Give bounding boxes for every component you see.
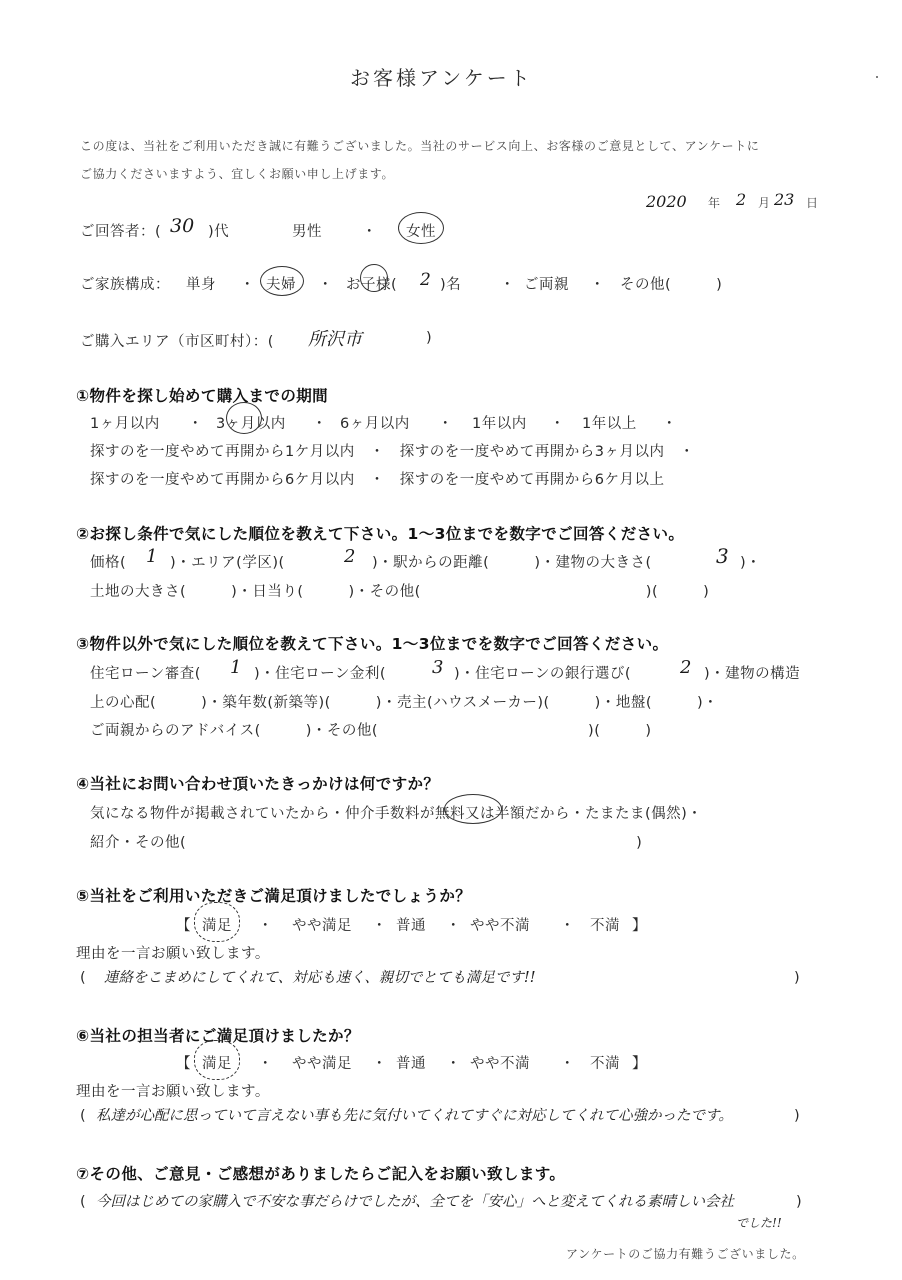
q5-dot-4: ・ (560, 918, 575, 934)
date-day-unit: 日 (806, 196, 819, 210)
q5-heading: ⑤当社をご利用いただきご満足頂けましたでしょうか？ (76, 887, 472, 905)
q5-opt-satisfied: 満足 (202, 918, 232, 934)
respondent-age: 30 (170, 215, 195, 237)
family-dot-4: ・ (590, 277, 605, 293)
q1-dot-1: ・ (188, 416, 203, 432)
q5-bracket-close: 】 (632, 918, 647, 934)
q6-dot-4: ・ (560, 1056, 575, 1072)
q2-row2: 土地の大きさ( )・日当り( )・その他( )( ) (90, 584, 710, 600)
q1-dot-3: ・ (438, 416, 453, 432)
q5-opt-somewhat-dissatisfied: やや不満 (470, 918, 530, 934)
q1-dot-2: ・ (312, 416, 327, 432)
q1-selected-circle (226, 402, 262, 434)
q6-opt-somewhat-satisfied: やや満足 (292, 1056, 352, 1072)
date-year: 2020 (646, 192, 687, 211)
couple-selected-circle (260, 266, 304, 296)
q1-opt-1y: 1年以内 (472, 416, 527, 432)
q5-dot-2: ・ (372, 918, 387, 934)
q6-selected-circle (194, 1040, 240, 1080)
q3-row1-end: )・建物の構造 (704, 666, 801, 682)
scan-speck (876, 76, 878, 78)
respondent-male: 男性 (292, 224, 322, 240)
q6-opt-somewhat-dissatisfied: やや不満 (470, 1056, 530, 1072)
q1-row2: 探すのを一度やめて再開から1ケ月以内 ・ 探すのを一度やめて再開から3ヶ月以内 ・ (90, 444, 695, 460)
date-month: 2 (736, 190, 747, 209)
intro-line-2: ご協力くださいますよう、宜しくお願い申し上げます。 (80, 167, 395, 181)
q2-area-rank: 2 (344, 546, 356, 567)
page-title: お客様アンケート (350, 66, 533, 90)
family-parents: ご両親 (524, 277, 569, 293)
q2-area-label: )・エリア(学区)( (170, 555, 285, 571)
family-dot-2: ・ (318, 277, 333, 293)
q2-price: 価格( (90, 555, 127, 571)
q6-reason-label: 理由を一言お願い致します。 (76, 1084, 270, 1100)
date-month-unit: 月 (758, 196, 771, 210)
q2-heading: ②お探し条件で気にした順位を教えて下さい。1～3位までを数字でご回答ください。 (76, 525, 685, 543)
q1-heading: ①物件を探し始めて購入までの期間 (76, 387, 329, 405)
q5-reason: 連絡をこまめにしてくれて、対応も速く、親切でとても満足です!! (104, 970, 536, 986)
q5-reason-close: ) (794, 970, 801, 986)
q2-building-rank: 3 (716, 544, 729, 568)
q7-open: ( (80, 1194, 87, 1210)
q5-selected-circle (194, 902, 240, 942)
q6-opt-dissatisfied: 不満 (590, 1056, 620, 1072)
q5-reason-open: ( (80, 970, 87, 986)
q6-dot-2: ・ (372, 1056, 387, 1072)
date-day: 23 (774, 190, 795, 209)
q5-opt-somewhat-satisfied: やや満足 (292, 918, 352, 934)
respondent-dot: ・ (362, 224, 377, 240)
family-children-suffix: )名 (440, 277, 462, 293)
q4-row1: 気になる物件が掲載されていたから・仲介手数料が無料又は半額だから・たまたま(偶然)・ (90, 806, 703, 822)
q3-loan-review: 住宅ローン審査( (90, 666, 201, 682)
respondent-female: 女性 (406, 224, 436, 240)
q1-opt-over-1y: 1年以上 (582, 416, 637, 432)
q5-opt-neutral: 普通 (396, 918, 426, 934)
family-dot-1: ・ (240, 277, 255, 293)
q3-loan-rate: )・住宅ローン金利( (254, 666, 387, 682)
q6-bracket-open: 【 (176, 1056, 191, 1072)
q5-bracket-open: 【 (176, 918, 191, 934)
q6-reason-close: ) (794, 1108, 801, 1124)
family-couple: 夫婦 (266, 277, 296, 293)
area-label: ご購入エリア（市区町村）：( (80, 334, 274, 350)
q1-dot-5: ・ (662, 416, 677, 432)
q2-row1-rest: )・駅からの距離( )・建物の大きさ( (372, 555, 652, 571)
respondent-age-suffix: )代 (208, 224, 230, 240)
intro-line-1: この度は、当社をご利用いただき誠に有難うございました。当社のサービス向上、お客様のご意見として、アンケートに (80, 139, 760, 153)
q3-loan-review-rank: 1 (230, 657, 242, 678)
family-dot-3: ・ (500, 277, 515, 293)
q3-bank-choice-rank: 2 (680, 657, 692, 678)
family-other: その他( ) (620, 277, 723, 293)
q6-bracket-close: 】 (632, 1056, 647, 1072)
q6-reason: 私達が心配に思っていて言えない事も先に気付いてくれてすぐに対応してくれて心強かったです。 (96, 1108, 733, 1124)
family-single: 単身 (186, 277, 216, 293)
footer-thanks: アンケートのご協力有難うございました。 (566, 1247, 805, 1261)
respondent-label: ご回答者：( (80, 224, 162, 240)
q7-close: ) (796, 1194, 803, 1210)
q5-dot-3: ・ (446, 918, 461, 934)
q3-row2: 上の心配( )・築年数(新築等)( )・売主(ハウスメーカー)( )・地盤( )・ (90, 695, 719, 711)
q6-opt-satisfied: 満足 (202, 1056, 232, 1072)
q6-dot-1: ・ (258, 1056, 273, 1072)
q1-dot-4: ・ (550, 416, 565, 432)
q3-loan-rate-rank: 3 (432, 657, 444, 678)
q5-reason-label: 理由を一言お願い致します。 (76, 946, 270, 962)
date-year-unit: 年 (708, 196, 721, 210)
q5-dot-1: ・ (258, 918, 273, 934)
q3-bank-choice: )・住宅ローンの銀行選び( (454, 666, 632, 682)
children-selected-circle (360, 264, 388, 292)
q1-opt-6m: 6ヶ月以内 (340, 416, 410, 432)
area-close: ) (426, 330, 433, 346)
q6-heading: ⑥当社の担当者にご満足頂けましたか？ (76, 1027, 360, 1045)
family-children-count: 2 (420, 270, 431, 290)
q1-opt-3m: 3ヶ月以内 (216, 416, 286, 432)
female-selected-circle (398, 212, 444, 244)
q1-opt-1m: 1ヶ月以内 (90, 416, 160, 432)
q7-comment: 今回はじめての家購入で不安な事だらけでしたが、全てを「安心」へと変えてくれる素晴しい会社 (96, 1194, 734, 1210)
q5-opt-dissatisfied: 不満 (590, 918, 620, 934)
q6-opt-neutral: 普通 (396, 1056, 426, 1072)
q4-heading: ④当社にお問い合わせ頂いたきっかけは何ですか？ (76, 775, 440, 793)
q6-reason-open: ( (80, 1108, 87, 1124)
q3-row3: ご両親からのアドバイス( )・その他( )( ) (90, 723, 652, 739)
area-value: 所沢市 (308, 329, 362, 350)
q4-selected-circle (444, 794, 502, 824)
q3-heading: ③物件以外で気にした順位を教えて下さい。1～3位までを数字でご回答ください。 (76, 635, 669, 653)
family-label: ご家族構成： (80, 277, 170, 293)
q4-row2: 紹介・その他( ) (90, 835, 643, 851)
q1-row3: 探すのを一度やめて再開から6ケ月以内 ・ 探すのを一度やめて再開から6ケ月以上 (90, 472, 665, 488)
q6-dot-3: ・ (446, 1056, 461, 1072)
q2-row1-end: )・ (740, 555, 762, 571)
q7-heading: ⑦その他、ご意見・ご感想がありましたらご記入をお願い致します。 (76, 1165, 566, 1183)
q7-comment-end: でした!! (736, 1216, 782, 1230)
q2-price-rank: 1 (146, 546, 158, 567)
family-children: お子様( (346, 277, 398, 293)
